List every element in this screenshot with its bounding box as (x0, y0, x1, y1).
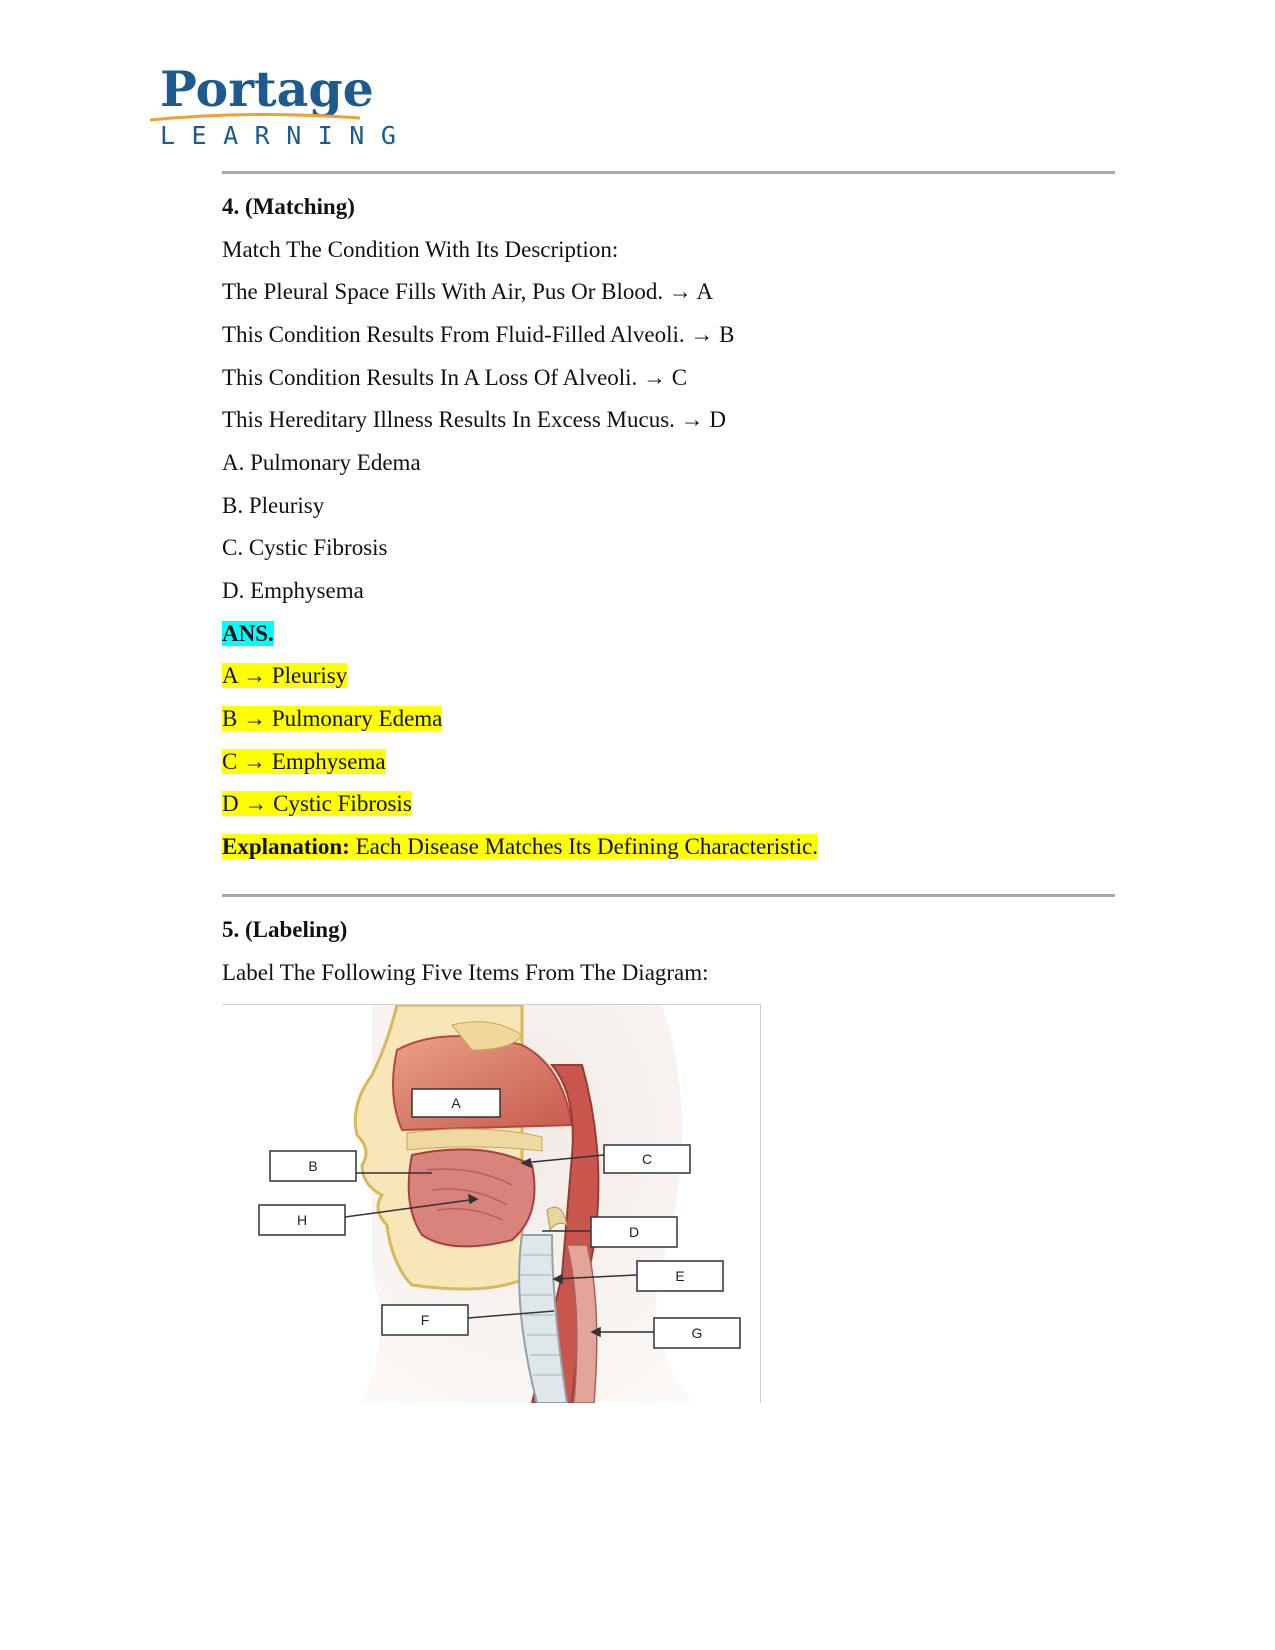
answer-item: D → Cystic Fibrosis (222, 791, 412, 816)
description-item: The Pleural Space Fills With Air, Pus Or Blood. → A (222, 279, 713, 304)
option-item: A. Pulmonary Edema (222, 450, 421, 475)
question-4-heading: 4. (Matching) (222, 194, 355, 219)
explanation-text: Each Disease Matches Its Defining Characteristic. (349, 834, 818, 859)
label-a-text: A (451, 1095, 461, 1111)
description-item: This Condition Results From Fluid-Filled Alveoli. → B (222, 322, 735, 347)
divider (222, 894, 1115, 897)
answer-label: ANS. (222, 621, 274, 646)
label-box-b[interactable] (270, 1151, 356, 1181)
label-box-c[interactable] (604, 1145, 690, 1173)
portage-learning-logo (150, 60, 413, 150)
answer-item: A → Pleurisy (222, 663, 348, 688)
label-box-d[interactable] (591, 1217, 677, 1247)
label-c-text: C (641, 1151, 653, 1167)
label-box-f[interactable] (382, 1305, 468, 1335)
description-item: This Hereditary Illness Results In Excess Mucus. → D (222, 407, 727, 432)
logo-wordmark: Portage (160, 60, 374, 118)
description-item: This Condition Results In A Loss Of Alveoli. → C (222, 365, 688, 390)
label-e-text: E (675, 1268, 685, 1284)
logo-subtitle: LEARNING (160, 121, 413, 150)
label-box-e[interactable] (637, 1261, 723, 1291)
label-d-text: D (628, 1224, 640, 1240)
question-5-prompt: Label The Following Five Items From The Diagram: (222, 960, 709, 985)
question-5-heading: 5. (Labeling) (222, 917, 348, 942)
explanation-label: Explanation: (222, 834, 350, 859)
divider (222, 171, 1115, 174)
answer-item: B → Pulmonary Edema (222, 706, 443, 731)
label-b-text: B (308, 1158, 318, 1174)
label-g-text: G (691, 1325, 703, 1341)
answer-item: C → Emphysema (222, 749, 386, 774)
option-item: D. Emphysema (222, 578, 364, 603)
head-neck-anatomy-diagram (222, 1004, 761, 1403)
label-box-g[interactable] (654, 1318, 740, 1348)
label-f-text: F (420, 1312, 430, 1328)
question-4-prompt: Match The Condition With Its Description: (222, 237, 619, 262)
label-h-text: H (296, 1212, 308, 1228)
option-item: B. Pleurisy (222, 493, 325, 518)
label-box-h[interactable] (259, 1205, 345, 1235)
option-item: C. Cystic Fibrosis (222, 535, 388, 560)
label-box-a[interactable] (412, 1089, 500, 1117)
